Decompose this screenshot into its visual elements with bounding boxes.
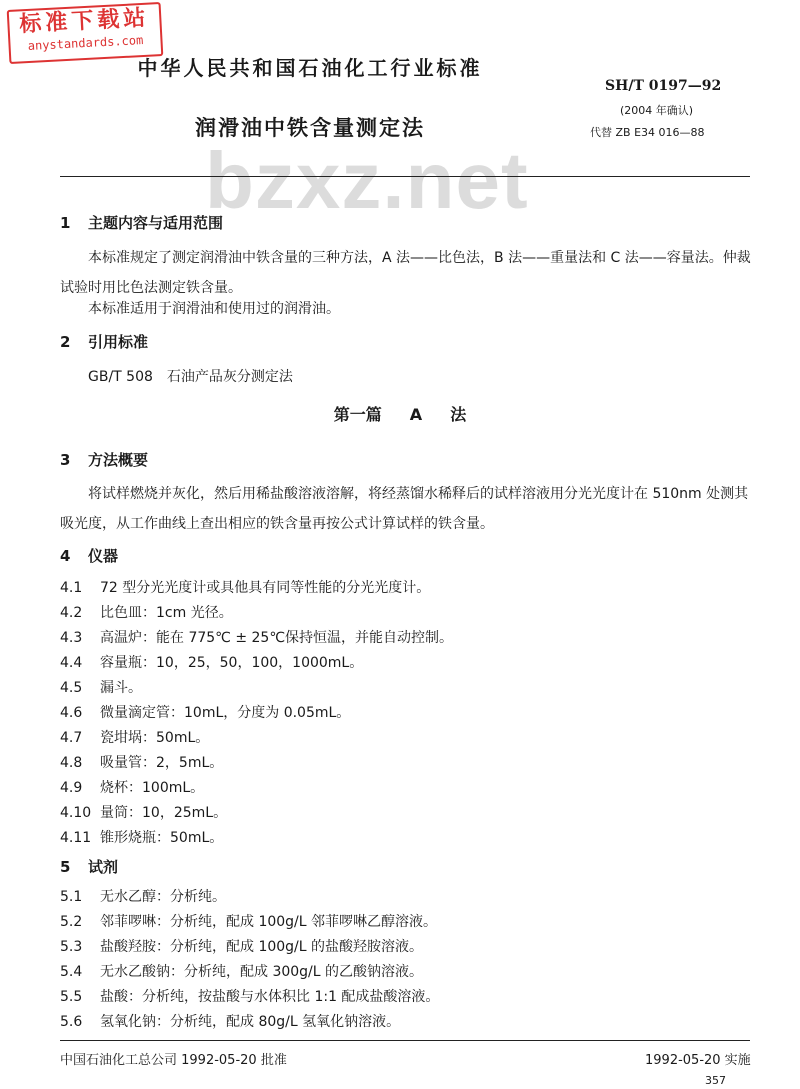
page-number: 357 xyxy=(705,1074,726,1087)
part-title: 第一篇 A 法 xyxy=(333,405,467,424)
section-4-heading: 4 仪器 xyxy=(60,547,119,565)
list-item: 4.8 吸量管：2，5mL。 xyxy=(60,755,224,771)
standard-number: SH/T 0197—92 xyxy=(605,78,722,94)
section-5-heading: 5 试剂 xyxy=(60,858,119,876)
list-item: 5.3 盐酸羟胺：分析纯，配成 100g/L 的盐酸羟胺溶液。 xyxy=(60,939,424,955)
list-item: 4.4 容量瓶：10，25，50，100，1000mL。 xyxy=(60,655,364,671)
list-item: 4.1 72 型分光光度计或具他具有同等性能的分光光度计。 xyxy=(60,580,431,596)
list-item: 5.4 无水乙酸钠：分析纯，配成 300g/L 的乙酸钠溶液。 xyxy=(60,964,424,980)
list-item: 4.11 锥形烧瓶：50mL。 xyxy=(60,830,224,846)
list-item: 5.2 邻菲啰啉：分析纯，配成 100g/L 邻菲啰啉乙醇溶液。 xyxy=(60,914,438,930)
confirm-note: (2004 年确认) xyxy=(620,104,694,117)
section-1-para-2: 本标准适用于润滑油和使用过的润滑油。 xyxy=(88,301,340,317)
section-3-para-1: 将试样燃烧并灰化，然后用稀盐酸溶液溶解，将经蒸馏水稀释后的试样溶液用分光光度计在 510nm 处测其吸光度，从工作曲线上查出相应的铁含量再按公式计算试样的铁含量。 xyxy=(60,486,749,532)
section-2-heading: 2 引用标准 xyxy=(60,333,149,351)
list-item: 4.9 烧杯：100mL。 xyxy=(60,780,205,796)
list-item: 4.3 高温炉：能在 775℃ ± 25℃保持恒温，并能自动控制。 xyxy=(60,630,454,646)
issuing-org: 中华人民共和国石油化工行业标准 xyxy=(137,56,483,80)
list-item: 5.5 盐酸：分析纯，按盐酸与水体积比 1:1 配成盐酸溶液。 xyxy=(60,989,440,1005)
list-item: 4.10 量筒：10，25mL。 xyxy=(60,805,228,821)
section-3-heading: 3 方法概要 xyxy=(60,451,149,469)
section-1-para-1: 本标准规定了测定润滑油中铁含量的三种方法，A 法——比色法，B 法——重量法和 C 法——容量法。仲裁试验时用比色法测定铁含量。 xyxy=(60,250,751,296)
implementation-note: 1992-05-20 实施 xyxy=(645,1053,751,1068)
list-item: 4.7 瓷坩埚：50mL。 xyxy=(60,730,210,746)
list-item: 4.2 比色皿：1cm 光径。 xyxy=(60,605,233,621)
list-item: 4.6 微量滴定管：10mL，分度为 0.05mL。 xyxy=(60,705,351,721)
download-site-stamp: 标准下载站 anystandards.com xyxy=(7,2,164,64)
document-title: 润滑油中铁含量测定法 xyxy=(195,116,425,140)
section-2-para-1: GB/T 508 石油产品灰分测定法 xyxy=(88,369,293,385)
section-1-heading: 1 主题内容与适用范围 xyxy=(60,214,224,232)
approval-note: 中国石油化工总公司 1992-05-20 批准 xyxy=(60,1053,287,1068)
list-item: 5.1 无水乙醇：分析纯。 xyxy=(60,889,226,905)
header-rule xyxy=(60,176,750,177)
list-item: 4.5 漏斗。 xyxy=(60,680,142,696)
footer-rule xyxy=(60,1040,750,1041)
replace-note: 代替 ZB E34 016—88 xyxy=(590,126,705,139)
watermark: bzxz.net xyxy=(205,136,529,225)
list-item: 5.6 氢氧化钠：分析纯，配成 80g/L 氢氧化钠溶液。 xyxy=(60,1014,401,1030)
